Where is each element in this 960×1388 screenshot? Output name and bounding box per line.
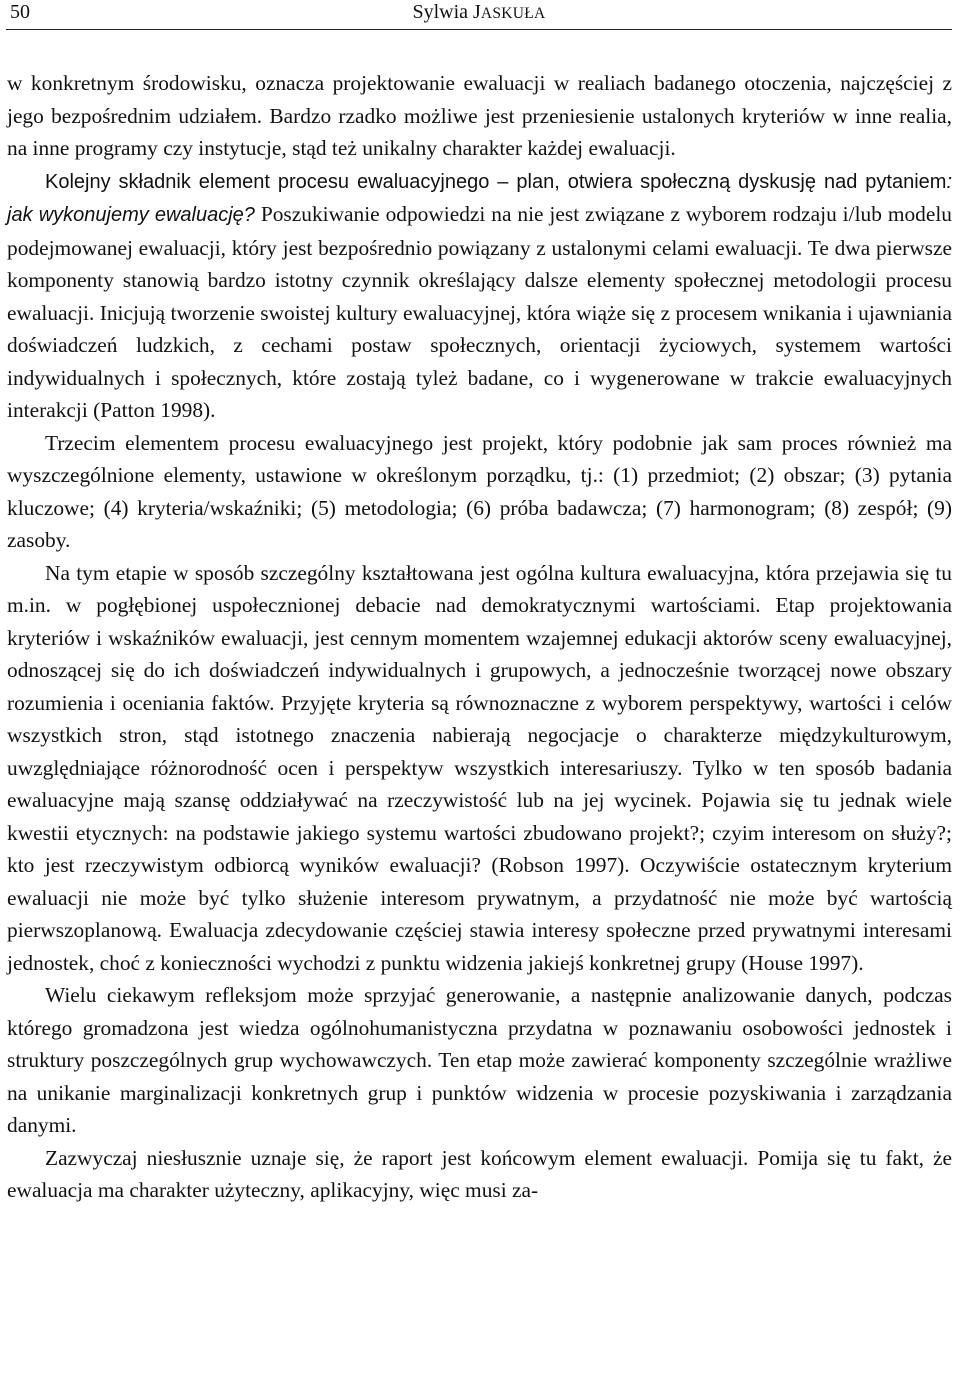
paragraph-4: Na tym etapie w sposób szczególny kształtowana jest ogólna kultura ewaluacyjna, która przejawia się tu m.in. w pogłębionej uspołecznionej debacie nad demokratycznymi wartościami. Etap projektowania kryteriów i wskaźników ewaluacji, jest cennym momentem wzajemnej edukacji aktorów sceny ewaluacyjnej, odnoszącej się do ich doświadczeń indywidualnych i grupowych, a jednocześnie tworzącej nowe obszary rozumienia i oceniania faktów. Przyjęte kryteria są równoznaczne z wyborem perspektywy, wartości i celów wszystkich stron, stąd istotnego znaczenia nabierają negocjacje o charakterze międzykulturowym, uwzględniające różnorodność ocen i perspektyw wszystkich interesariuszy. Tylko w ten sposób badania ewaluacyjne mają szansę oddziaływać na rzeczywistość lub na jej wycinek. Pojawia się tu jednak wiele kwestii etycznych: na podstawie jakiego systemu wartości zbudowano projekt?; czyim interesom on służy?; kto jest rzeczywistym odbiorcą wyników ewaluacji? (Robson 1997). Oczywiście ostatecznym kryterium ewaluacji nie może być tylko służenie interesom prywatnym, a przydatność nie może być wartością pierwszoplanową. Ewaluacja zdecydowanie częściej stawia interesy społeczne przed prywatnymi interesami jednostek, choć z konieczności wychodzi z punktu widzenia jakiejś konkretnej grupy (House 1997).	[7, 560, 952, 975]
paragraph-2-sans-segment: Kolejny składnik element procesu ewaluacyjnego – plan, otwiera społeczną dyskusję nad pytaniem	[45, 170, 947, 193]
paragraph-2-rest: Poszukiwanie odpowiedzi na nie jest związane z wyborem rodzaju i/lub modelu podejmowanej ewaluacji, który jest bezpośrednio powiązany z ustalonymi celami ewaluacji. Te dwa pierwsze komponenty stanowią bardzo istotny czynnik określający dalsze elementy społecznej metodologii procesu ewaluacji. Inicjują tworzenie swoistej kultury ewaluacyjnej, która wiąże się z procesem wnikania i ujawniania doświadczeń ludzkich, z cechami postaw społecznych, orientacji życiowych, systemem wartości indywidualnych i społecznych, które zostają tyleż badane, co i wygenerowane w trakcie ewaluacyjnych interakcji (Patton 1998).	[7, 202, 952, 422]
running-head-author	[6, 1, 952, 24]
page-number: 50	[10, 1, 30, 23]
paragraph-2	[7, 165, 952, 427]
author-surname-initial: J	[473, 1, 481, 23]
author-surname-smallcaps: ASKUŁA	[480, 5, 546, 22]
paragraph-5: Wielu ciekawym refleksjom może sprzyjać generowanie, a następnie analizowanie danych, podczas którego gromadzona jest wiedza ogólnohumanistyczna przydatna w poznawaniu osobowości jednostek i struktury poszczególnych grup wychowawczych. Ten etap może zawierać komponenty szczególnie wrażliwe na unikanie marginalizacji konkretnych grup i punktów widzenia w procesie pozyskiwania i zarządzania danymi.	[7, 983, 952, 1137]
body-text	[7, 67, 952, 1207]
paragraph-2-italic-question: : jak wykonujemy ewaluację?	[7, 170, 952, 226]
paragraph-6: Zazwyczaj niesłusznie uznaje się, że raport jest końcowym element ewaluacji. Pomija się tu fakt, że ewaluacja ma charakter użyteczny, aplikacyjny, więc musi za-	[7, 1145, 952, 1202]
paragraph-1: w konkretnym środowisku, oznacza projektowanie ewaluacji w realiach badanego otoczenia, najczęściej z jego bezpośrednim udziałem. Bardzo rzadko możliwe jest przeniesienie ustalonych kryteriów w inne realia, na inne programy czy instytucje, stąd też unikalny charakter każdej ewaluacji.	[7, 71, 952, 160]
running-header	[6, 0, 952, 30]
author-first-name: Sylwia	[412, 1, 474, 23]
paragraph-3: Trzecim elementem procesu ewaluacyjnego jest projekt, który podobnie jak sam proces również ma wyszczególnione elementy, ustawione w określonym porządku, tj.: (1) przedmiot; (2) obszar; (3) pytania kluczowe; (4) kryteria/wskaźniki; (5) metodologia; (6) próba badawcza; (7) harmonogram; (8) zespół; (9) zasoby.	[7, 430, 952, 552]
